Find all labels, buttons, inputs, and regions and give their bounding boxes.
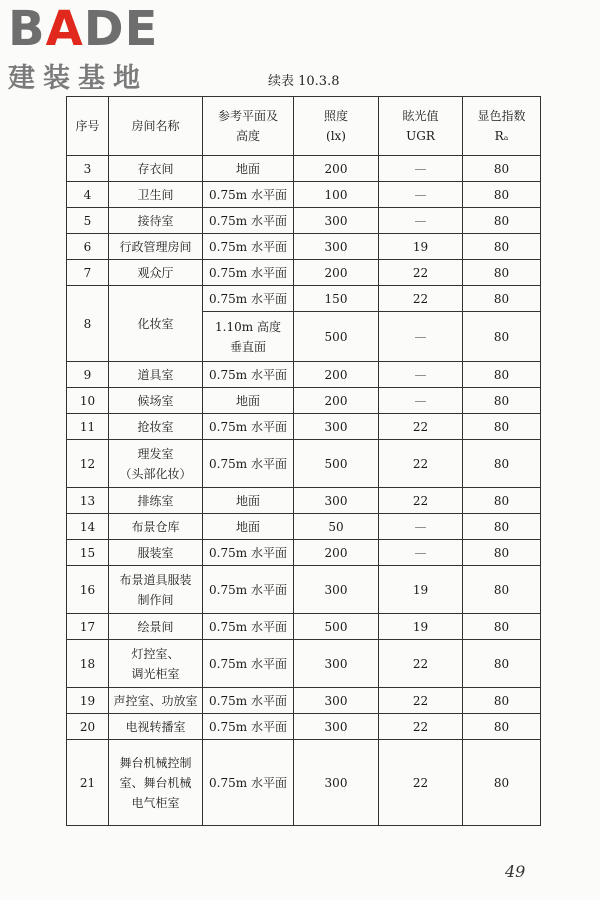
cell-serial-no: 20 [67, 714, 109, 740]
table-row [67, 614, 541, 640]
header-ugr: 眩光值 UGR [379, 97, 463, 156]
cell-ugr: 22 [379, 414, 463, 440]
cell-ra: 80 [463, 312, 541, 362]
cell-ra: 80 [463, 362, 541, 388]
cell-room-name: 电视转播室 [109, 714, 203, 740]
cell-ugr: 22 [379, 714, 463, 740]
cell-room-name: 观众厅 [109, 260, 203, 286]
cell-serial-no: 14 [67, 514, 109, 540]
table-row [67, 714, 541, 740]
cell-room-name: 绘景间 [109, 614, 203, 640]
cell-ugr: 22 [379, 640, 463, 688]
cell-reference-plane: 0.75m 水平面 [203, 640, 294, 688]
cell-ugr: — [379, 156, 463, 182]
header-reference-plane: 参考平面及 高度 [203, 97, 294, 156]
cell-ra: 80 [463, 234, 541, 260]
cell-serial-no: 16 [67, 566, 109, 614]
cell-reference-plane: 0.75m 水平面 [203, 362, 294, 388]
cell-illuminance: 300 [294, 688, 379, 714]
cell-ugr: 22 [379, 740, 463, 826]
cell-ugr: — [379, 312, 463, 362]
header-room-name: 房间名称 [109, 97, 203, 156]
cell-ra: 80 [463, 208, 541, 234]
cell-serial-no: 15 [67, 540, 109, 566]
cell-ugr: — [379, 540, 463, 566]
table-row [67, 440, 541, 488]
cell-ugr: — [379, 514, 463, 540]
cell-room-name: 舞台机械控制 室、舞台机械 电气柜室 [109, 740, 203, 826]
cell-ra: 80 [463, 688, 541, 714]
cell-room-name: 行政管理房间 [109, 234, 203, 260]
cell-ugr: 22 [379, 488, 463, 514]
cell-serial-no: 6 [67, 234, 109, 260]
cell-illuminance: 300 [294, 208, 379, 234]
table-row [67, 488, 541, 514]
cell-illuminance: 300 [294, 234, 379, 260]
cell-serial-no: 13 [67, 488, 109, 514]
cell-reference-plane: 地面 [203, 488, 294, 514]
cell-reference-plane: 0.75m 水平面 [203, 714, 294, 740]
cell-room-name: 理发室 （头部化妆） [109, 440, 203, 488]
cell-ugr: 19 [379, 566, 463, 614]
cell-reference-plane: 0.75m 水平面 [203, 286, 294, 312]
page-number: 49 [505, 862, 526, 881]
cell-serial-no: 10 [67, 388, 109, 414]
cell-room-name: 存衣间 [109, 156, 203, 182]
header-serial-no: 序号 [67, 97, 109, 156]
table-row [67, 208, 541, 234]
cell-reference-plane: 0.75m 水平面 [203, 740, 294, 826]
cell-room-name: 声控室、功放室 [109, 688, 203, 714]
table-header-row [67, 97, 541, 156]
cell-illuminance: 150 [294, 286, 379, 312]
cell-illuminance: 500 [294, 614, 379, 640]
cell-ra: 80 [463, 566, 541, 614]
cell-serial-no: 21 [67, 740, 109, 826]
header-ra: 显色指数 Rₐ [463, 97, 541, 156]
cell-reference-plane: 0.75m 水平面 [203, 540, 294, 566]
cell-ra: 80 [463, 156, 541, 182]
cell-serial-no: 4 [67, 182, 109, 208]
cell-illuminance: 200 [294, 156, 379, 182]
cell-ugr: — [379, 362, 463, 388]
cell-ra: 80 [463, 514, 541, 540]
cell-illuminance: 500 [294, 312, 379, 362]
cell-room-name: 抢妆室 [109, 414, 203, 440]
cell-reference-plane: 0.75m 水平面 [203, 414, 294, 440]
cell-ugr: 19 [379, 614, 463, 640]
cell-room-name: 化妆室 [109, 286, 203, 362]
cell-ra: 80 [463, 286, 541, 312]
cell-ugr: 22 [379, 440, 463, 488]
cell-serial-no: 7 [67, 260, 109, 286]
logo-wordmark: BADE [8, 1, 159, 57]
cell-reference-plane: 0.75m 水平面 [203, 614, 294, 640]
cell-illuminance: 200 [294, 362, 379, 388]
cell-serial-no: 12 [67, 440, 109, 488]
table-row [67, 688, 541, 714]
table-row [67, 414, 541, 440]
cell-ugr: — [379, 388, 463, 414]
cell-ra: 80 [463, 640, 541, 688]
cell-ra: 80 [463, 260, 541, 286]
logo-subtitle: 建装基地 [8, 63, 148, 94]
cell-illuminance: 100 [294, 182, 379, 208]
cell-reference-plane: 地面 [203, 156, 294, 182]
cell-reference-plane: 0.75m 水平面 [203, 260, 294, 286]
cell-room-name: 接待室 [109, 208, 203, 234]
cell-ugr: 22 [379, 688, 463, 714]
cell-serial-no: 19 [67, 688, 109, 714]
cell-reference-plane: 0.75m 水平面 [203, 688, 294, 714]
cell-room-name: 布景仓库 [109, 514, 203, 540]
table-row [67, 388, 541, 414]
cell-illuminance: 300 [294, 714, 379, 740]
cell-serial-no: 18 [67, 640, 109, 688]
cell-reference-plane: 0.75m 水平面 [203, 208, 294, 234]
cell-ra: 80 [463, 540, 541, 566]
cell-serial-no: 3 [67, 156, 109, 182]
cell-reference-plane: 地面 [203, 388, 294, 414]
cell-illuminance: 300 [294, 414, 379, 440]
cell-ugr: 22 [379, 260, 463, 286]
cell-ra: 80 [463, 488, 541, 514]
cell-illuminance: 300 [294, 740, 379, 826]
table-row [67, 260, 541, 286]
cell-illuminance: 200 [294, 540, 379, 566]
table-row [67, 156, 541, 182]
cell-ra: 80 [463, 714, 541, 740]
table-caption: 续表 10.3.8 [268, 74, 340, 89]
cell-room-name: 布景道具服装 制作间 [109, 566, 203, 614]
cell-room-name: 排练室 [109, 488, 203, 514]
cell-illuminance: 300 [294, 566, 379, 614]
cell-ra: 80 [463, 740, 541, 826]
table-row [67, 234, 541, 260]
cell-ra: 80 [463, 614, 541, 640]
cell-room-name: 道具室 [109, 362, 203, 388]
cell-ra: 80 [463, 440, 541, 488]
logo [8, 1, 159, 95]
cell-room-name: 服装室 [109, 540, 203, 566]
cell-reference-plane: 0.75m 水平面 [203, 566, 294, 614]
cell-illuminance: 300 [294, 640, 379, 688]
cell-illuminance: 300 [294, 488, 379, 514]
cell-ugr: 22 [379, 286, 463, 312]
table-row [67, 540, 541, 566]
cell-ra: 80 [463, 414, 541, 440]
cell-reference-plane: 0.75m 水平面 [203, 182, 294, 208]
cell-serial-no: 5 [67, 208, 109, 234]
cell-room-name: 卫生间 [109, 182, 203, 208]
table-row [67, 514, 541, 540]
cell-serial-no: 9 [67, 362, 109, 388]
cell-serial-no: 17 [67, 614, 109, 640]
cell-reference-plane: 0.75m 水平面 [203, 234, 294, 260]
cell-ra: 80 [463, 388, 541, 414]
table-row [67, 566, 541, 614]
cell-reference-plane: 地面 [203, 514, 294, 540]
cell-serial-no: 11 [67, 414, 109, 440]
table-row [67, 640, 541, 688]
cell-ugr: — [379, 182, 463, 208]
header-illuminance: 照度 (lx) [294, 97, 379, 156]
lighting-standard-table [66, 96, 541, 826]
cell-reference-plane: 1.10m 高度 垂直面 [203, 312, 294, 362]
cell-room-name: 灯控室、 调光柜室 [109, 640, 203, 688]
cell-illuminance: 200 [294, 388, 379, 414]
cell-ra: 80 [463, 182, 541, 208]
table-row [67, 286, 541, 312]
cell-ugr: — [379, 208, 463, 234]
cell-illuminance: 500 [294, 440, 379, 488]
table-row [67, 362, 541, 388]
cell-room-name: 候场室 [109, 388, 203, 414]
cell-illuminance: 50 [294, 514, 379, 540]
table-row [67, 182, 541, 208]
cell-reference-plane: 0.75m 水平面 [203, 440, 294, 488]
cell-illuminance: 200 [294, 260, 379, 286]
cell-ugr: 19 [379, 234, 463, 260]
table-row [67, 740, 541, 826]
cell-serial-no: 8 [67, 286, 109, 362]
